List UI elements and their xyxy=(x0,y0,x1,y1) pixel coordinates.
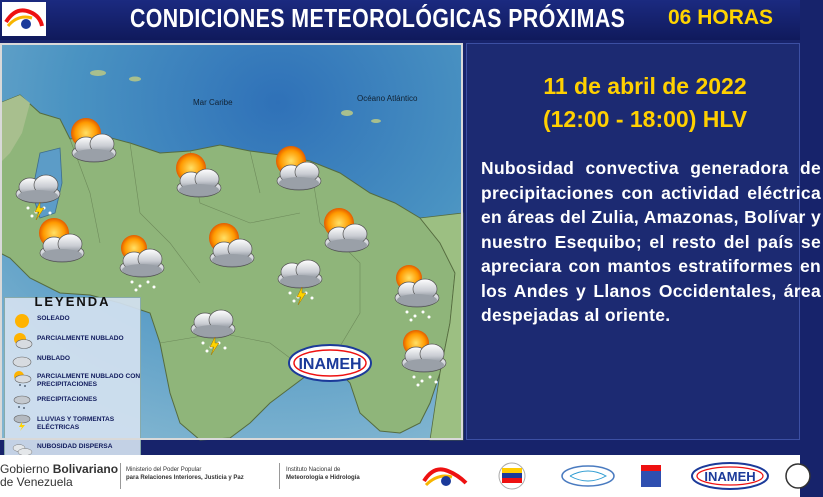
ministry-label: Ministerio del Poder Popular para Relaciones Interiores, Justicia y Paz xyxy=(126,467,244,481)
header-bar xyxy=(0,0,800,40)
legend-item-sunny: SOLEADO xyxy=(11,312,139,332)
page-title: CONDICIONES METEOROLÓGICAS PRÓXIMAS xyxy=(130,3,626,33)
vertical-logo-icon xyxy=(640,461,662,491)
bicentennial-footer-logo-icon xyxy=(420,461,472,491)
footer-bar xyxy=(0,455,800,497)
sea-label-atlantic: Océano Atlántico xyxy=(357,94,418,103)
legend-panel xyxy=(4,294,141,467)
flag-logo-icon xyxy=(496,461,528,491)
legend-item-cloudy: NUBLADO xyxy=(11,352,139,372)
sun-icon xyxy=(11,312,33,330)
cloud-icon xyxy=(11,352,33,370)
footer-divider xyxy=(279,463,280,489)
inameh-logo-icon xyxy=(287,343,373,383)
institute-label: Instituto Nacional de Meteorología e Hidrología xyxy=(286,467,360,481)
legend-item-storms: LLUVIAS Y TORMENTAS ELÉCTRICAS xyxy=(11,413,139,433)
ministry-seal-icon xyxy=(560,461,616,491)
inameh-footer-logo-icon xyxy=(690,461,770,491)
sun-cloud-icon xyxy=(11,332,33,350)
legend-item-partly-cloudy: PARCIALMENTE NUBLADO xyxy=(11,332,139,352)
forecast-date xyxy=(467,70,823,136)
inameh-footer-text: INAMEH xyxy=(704,469,756,484)
sea-label-caribe: Mar Caribe xyxy=(193,98,233,107)
forecast-date-line: 11 de abril de 2022 xyxy=(543,73,747,99)
legend-item-precipitation: PRECIPITACIONES xyxy=(11,393,139,413)
sun-cloud-rain-icon xyxy=(11,370,33,388)
legend-item-scattered: NUBOSIDAD DISPERSA xyxy=(11,440,139,460)
partial-seal-icon xyxy=(782,461,800,491)
government-label: Gobierno Bolivariano de Venezuela xyxy=(0,462,119,489)
footer-divider xyxy=(120,463,121,489)
forecast-panel xyxy=(466,43,821,440)
inameh-logo-text: INAMEH xyxy=(298,356,362,373)
bicentennial-logo-icon xyxy=(2,2,46,36)
legend-item-partly-cloudy-rain: PARCIALMENTE NUBLADO CON PRECIPITACIONES xyxy=(11,370,139,390)
storm-icon xyxy=(11,413,33,431)
forecast-description: Nubosidad convectiva generadora de precipitaciones con actividad eléctrica en áreas del Zulia, Amazonas, Bolívar y nuestro Esequibo; el resto del país se apreciara con mantos estratiformes en los Andes y Llanos Occidentales, área despejadas al oriente. xyxy=(481,158,821,325)
venezuela-map xyxy=(0,43,463,450)
legend-title: LEYENDA xyxy=(34,294,111,309)
forecast-period: 06 HORAS xyxy=(668,6,774,29)
rain-icon xyxy=(11,393,33,411)
forecast-time-range: (12:00 - 18:00) HLV xyxy=(542,106,748,132)
